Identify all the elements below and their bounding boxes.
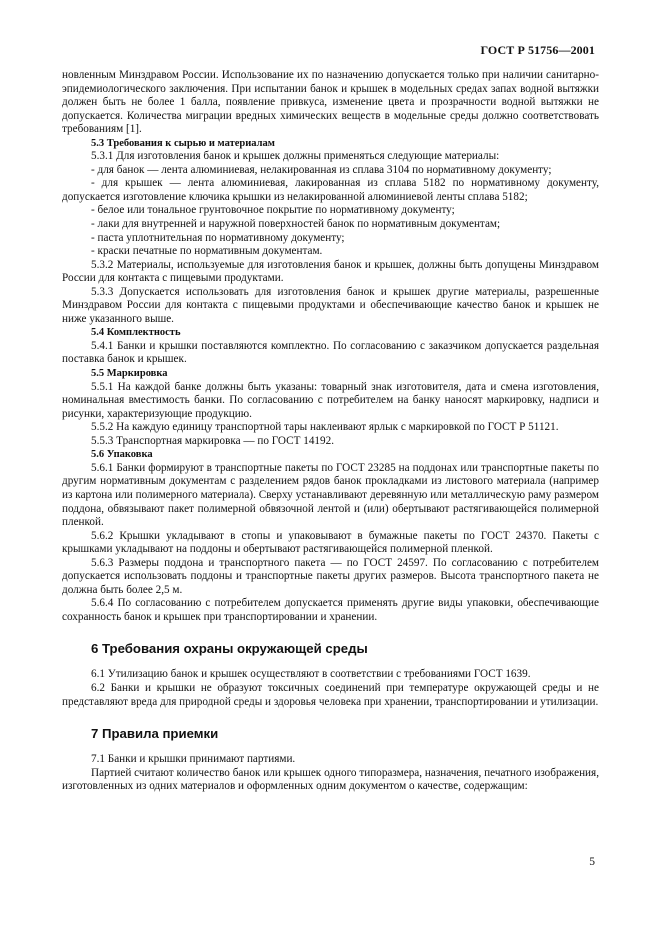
subsection-heading-5-4: 5.4 Комплектность [91, 327, 181, 339]
subsection-heading-5-3: 5.3 Требования к сырью и материалам [91, 137, 275, 149]
paragraph-5-6-3: 5.6.3 Размеры поддона и транспортного пакета — по ГОСТ 24597. По согласованию с потребителем допускается использовать поддоны и транспортные пакеты других размеров. Высота транспортного пакета не должна быть более 2,5 м. [62, 556, 599, 596]
paragraph-5-4-1: 5.4.1 Банки и крышки поставляются комплектно. По согласованию с заказчиком допускается раздельная поставка банок и крышек. [62, 339, 599, 366]
subsection-heading-5-6: 5.6 Упаковка [91, 449, 153, 461]
section-heading-7: 7 Правила приемки [91, 726, 219, 742]
paragraph-7-2: Партией считают количество банок или крышек одного типоразмера, назначения, печатного изображения, изготовленных из одних материалов и оформленных одним документом о качестве, содержащим: [62, 766, 599, 793]
list-item: - краски печатные по нормативным документам. [91, 245, 323, 258]
paragraph-continuation: новленным Минздравом России. Использование их по назначению допускается только при наличии санитарно-эпидемиологического заключения. При испытании банок и крышек в модельных средах запах водной вытяжки должен быть не более 1 балла, появление привкуса, изменение цвета и прозрачности водной вытяжки не допускается. Количества миграции вредных химических веществ в модельные среды должно соответствовать требованиям [1]. [62, 69, 599, 136]
paragraph-7-1: 7.1 Банки и крышки принимают партиями. [91, 753, 296, 766]
paragraph-5-5-2: 5.5.2 На каждую единицу транспортной тары наклеивают ярлык с маркировкой по ГОСТ Р 51121. [91, 421, 559, 434]
document-code-header: ГОСТ Р 51756—2001 [480, 43, 595, 57]
paragraph-5-6-2: 5.6.2 Крышки укладывают в стопы и упаковывают в бумажные пакеты по ГОСТ 24370. Пакеты с крышками укладывают на поддоны и обертывают растягивающейся полимерной пленкой. [62, 529, 599, 556]
list-item: - белое или тональное грунтовочное покрытие по нормативному документу; [91, 204, 455, 217]
paragraph-5-3-2: 5.3.2 Материалы, используемые для изготовления банок и крышек, должны быть допущены Минздравом России для контакта с пищевыми продуктами. [62, 258, 599, 285]
paragraph-5-6-4: 5.6.4 По согласованию с потребителем допускается применять другие виды упаковки, обеспечивающие сохранность банок и крышек при транспортировании и хранении. [62, 597, 599, 623]
paragraph-6-2: 6.2 Банки и крышки не образуют токсичных соединений при температуре окружающей среды и не представляют вреда для природной среды и здоровья человека при хранении, транспортировании и утилизации. [62, 681, 599, 708]
paragraph-6-1: 6.1 Утилизацию банок и крышек осуществляют в соответствии с требованиями ГОСТ 1639. [91, 668, 531, 681]
page-number: 5 [589, 856, 595, 868]
list-item: - лаки для внутренней и наружной поверхностей банок по нормативным документам; [91, 218, 501, 231]
paragraph-5-5-1: 5.5.1 На каждой банке должны быть указаны: товарный знак изготовителя, дата и смена изготовления, номинальная вместимость банки. По согласованию с потребителем на банку наносят маркировку, надписи и рисунки, характеризующие продукцию. [62, 380, 599, 420]
paragraph-5-5-3: 5.5.3 Транспортная маркировка — по ГОСТ 14192. [91, 434, 335, 447]
paragraph-5-3-1: 5.3.1 Для изготовления банок и крышек должны применяться следующие материалы: [91, 150, 500, 163]
document-body [62, 69, 599, 794]
list-item: - паста уплотнительная по нормативному документу; [91, 231, 345, 244]
subsection-heading-5-5: 5.5 Маркировка [91, 368, 168, 380]
list-item: - для крышек — лента алюминиевая, лакированная из сплава 5182 по нормативному документу, допускается изготовление ключика крышки из нелакированной алюминиевой ленты сплава 5182; [62, 177, 599, 203]
paragraph-5-6-1: 5.6.1 Банки формируют в транспортные пакеты по ГОСТ 23285 на поддонах или транспортные пакеты по другим нормативным документам с разделением рядов банок прокладками из листового материала (например из картона или полимерного материала). Сверху устанавливают деревянную или металлическую раму размером поддона, обвязывают пакет полимерной обвязочной лентой и (или) обертывают растягивающейся полимерной пленкой. [62, 461, 599, 529]
list-item: - для банок — лента алюминиевая, нелакированная из сплава 3104 по нормативному документу; [91, 163, 552, 176]
section-heading-6: 6 Требования охраны окружающей среды [91, 641, 368, 657]
paragraph-5-3-3: 5.3.3 Допускается использовать для изготовления банок и крышек другие материалы, разрешенные Минздравом России для контакта с пищевыми продуктами и обеспечивающие качество банок и крышек не ниже указанного выше. [62, 285, 599, 325]
